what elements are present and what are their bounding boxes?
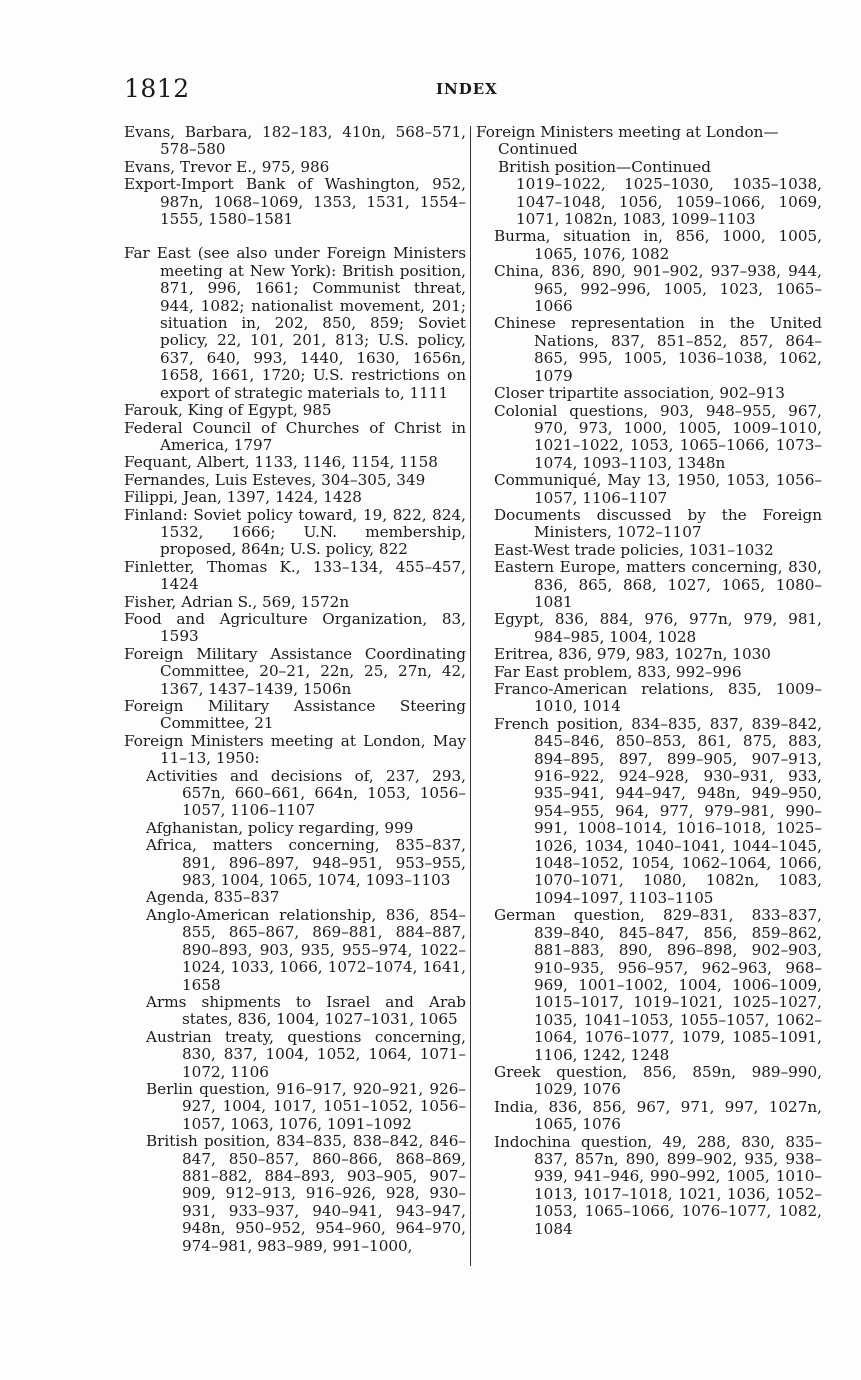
index-entry: Burma, situation in, 856, 1000, 1005, 1065, 1076, 1082 xyxy=(494,227,822,263)
index-entry: Documents discussed by the Foreign Ministers, 1072–1107 xyxy=(494,505,822,542)
index-entry: Eastern Europe, matters concerning, 830, 836, 865, 868, 1027, 1065, 1080–1081 xyxy=(494,558,822,611)
index-entry: Finland: Soviet policy toward, 19, 822, 824, 1532, 1666; U.N. membership, proposed, 864n; U.S. policy, 822 xyxy=(124,505,466,559)
index-entry: Export-Import Bank of Washington, 952, 987n, 1068–1069, 1353, 1531, 1554–1555, 1580–1581 xyxy=(124,175,466,229)
index-entry: Finletter, Thomas K., 133–134, 455–457, 1424 xyxy=(124,557,466,594)
index-entry: Foreign Military Assistance Coordinating Committee, 20–21, 22n, 25, 27n, 42, 1367, 1437–1439, 1506n xyxy=(124,644,466,698)
index-entry: Far East (see also under Foreign Ministers meeting at New York): British position, 871, 996, 1661; Communist threat, 944, 1082; nationalist movement, 201; situation in, 202, 850, 859; Soviet policy, 22, 101, 201, 813; U.S. policy, 637, 640, 993, 1440, 1630, 1656n, 1658, 1661, 1720; U.S. restrictions on export of strategic materials to, 1111 xyxy=(124,244,466,402)
index-entry: Indochina question, 49, 288, 830, 835–837, 857n, 890, 899–902, 935, 938–939, 941–946, 990–992, 1005, 1010–1013, 1017–1018, 1021, 1036, 1052–1053, 1065–1066, 1076–1077, 1082, 1084 xyxy=(494,1132,822,1238)
index-entry: Berlin question, 916–917, 920–921, 926–927, 1004, 1017, 1051–1052, 1056–1057, 1063, 1076, 1091–1092 xyxy=(146,1079,466,1133)
index-entry: Far East problem, 833, 992–996 xyxy=(494,662,742,681)
index-entry: Greek question, 856, 859n, 989–990, 1029, 1076 xyxy=(494,1062,822,1099)
index-entry: Colonial questions, 903, 948–955, 967, 970, 973, 1000, 1005, 1009–1010, 1021–1022, 1053, 1065–1066, 1073–1074, 1093–1103, 1348n xyxy=(494,401,822,472)
index-entry: 1019–1022, 1025–1030, 1035–1038, 1047–1048, 1056, 1059–1066, 1069, 1071, 1082n, 1083, 1099–1103 xyxy=(516,175,822,229)
index-entry: Chinese representation in the United Nations, 837, 851–852, 857, 864–865, 995, 1005, 1036–1038, 1062, 1079 xyxy=(494,314,822,385)
index-entry: East-West trade policies, 1031–1032 xyxy=(494,540,774,559)
index-entry: British position—Continued xyxy=(498,157,712,176)
index-entry: Eritrea, 836, 979, 983, 1027n, 1030 xyxy=(494,645,771,664)
index-entry: French position, 834–835, 837, 839–842, 845–846, 850–853, 861, 875, 883, 894–895, 897, 899–905, 907–913, 916–922, 924–928, 930–931, 933, 935–941, 944–947, 948n, 949–950, 954–955, 964, 977, 979–981, 990–991, 1008–1014, 1016–1018, 1025–1026, 1034, 1040–1041, 1044–1045, 1048–1052, 1054, 1062–1064, 1066, 1070–1071, 1080, 1082n, 1083, 1094–1097, 1103–1105 xyxy=(494,714,822,907)
page-number: 1812 xyxy=(124,74,190,103)
index-entry: Egypt, 836, 884, 976, 977n, 979, 981, 984–985, 1004, 1028 xyxy=(494,610,822,646)
index-entry: Arms shipments to Israel and Arab states, 836, 1004, 1027–1031, 1065 xyxy=(146,992,466,1029)
left-column xyxy=(124,124,466,1255)
index-entry: Evans, Barbara, 182–183, 410n, 568–571, 578–580 xyxy=(124,123,466,159)
index-entry: Anglo-American relationship, 836, 854–855, 865–867, 869–881, 884–887, 890–893, 903, 935, 955–974, 1022–1024, 1033, 1066, 1072–1074, 1641, 1658 xyxy=(146,905,466,994)
index-entry: Activities and decisions of, 237, 293, 657n, 660–661, 664n, 1053, 1056–1057, 1106–1107 xyxy=(146,766,466,820)
index-entry: Foreign Ministers meeting at London, May 11–13, 1950: xyxy=(124,731,466,768)
index-entry: Fequant, Albert, 1133, 1146, 1154, 1158 xyxy=(124,453,438,472)
index-entry: British position, 834–835, 838–842, 846–847, 850–857, 860–866, 868–869, 881–882, 884–893, 903–905, 907–909, 912–913, 916–926, 928, 930–931, 933–937, 940–941, 943–947, 948n, 950–952, 954–960, 964–970, 974–981, 983–989, 991–1000, xyxy=(146,1132,466,1255)
column-divider xyxy=(470,126,471,1266)
index-entry: Evans, Trevor E., 975, 986 xyxy=(124,157,330,176)
index-entry: Fisher, Adrian S., 569, 1572n xyxy=(124,592,350,611)
index-entry: Afghanistan, policy regarding, 999 xyxy=(146,818,414,837)
index-entry: Austrian treaty, questions concerning, 830, 837, 1004, 1052, 1064, 1071–1072, 1106 xyxy=(146,1027,466,1081)
index-entry: Food and Agriculture Organization, 83, 1593 xyxy=(124,609,466,646)
running-head: INDEX xyxy=(436,80,498,98)
index-entry: Communiqué, May 13, 1950, 1053, 1056–1057, 1106–1107 xyxy=(494,471,822,507)
index-entry: China, 836, 890, 901–902, 937–938, 944, 965, 992–996, 1005, 1023, 1065–1066 xyxy=(494,262,822,316)
index-entry: Farouk, King of Egypt, 985 xyxy=(124,401,332,420)
index-entry: Fernandes, Luis Esteves, 304–305, 349 xyxy=(124,470,426,489)
index-entry: India, 836, 856, 967, 971, 997, 1027n, 1065, 1076 xyxy=(494,1097,822,1134)
index-entry: Closer tripartite association, 902–913 xyxy=(494,384,785,403)
index-entry: German question, 829–831, 833–837, 839–840, 845–847, 856, 859–862, 881–883, 890, 896–898, 902–903, 910–935, 956–957, 962–963, 968–969, 1001–1002, 1004, 1006–1009, 1015–1017, 1019–1021, 1025–1027, 1035, 1041–1053, 1055–1057, 1062–1064, 1076–1077, 1079, 1085–1091, 1106, 1242, 1248 xyxy=(494,906,822,1064)
index-entry: Africa, matters concerning, 835–837, 891, 896–897, 948–951, 953–955, 983, 1004, 1065, 1074, 1093–1103 xyxy=(146,836,466,890)
index-entry: Foreign Military Assistance Steering Committee, 21 xyxy=(124,697,466,733)
index-entry: Agenda, 835–837 xyxy=(146,888,280,907)
index-entry: Franco-American relations, 835, 1009–1010, 1014 xyxy=(494,680,822,716)
entry-gap xyxy=(124,228,466,245)
index-entry: Continued xyxy=(498,140,578,159)
index-entry: Foreign Ministers meeting at London— xyxy=(476,123,779,141)
right-column xyxy=(476,124,822,1238)
index-entry: Filippi, Jean, 1397, 1424, 1428 xyxy=(124,488,362,507)
index-entry: Federal Council of Churches of Christ in America, 1797 xyxy=(124,418,466,454)
